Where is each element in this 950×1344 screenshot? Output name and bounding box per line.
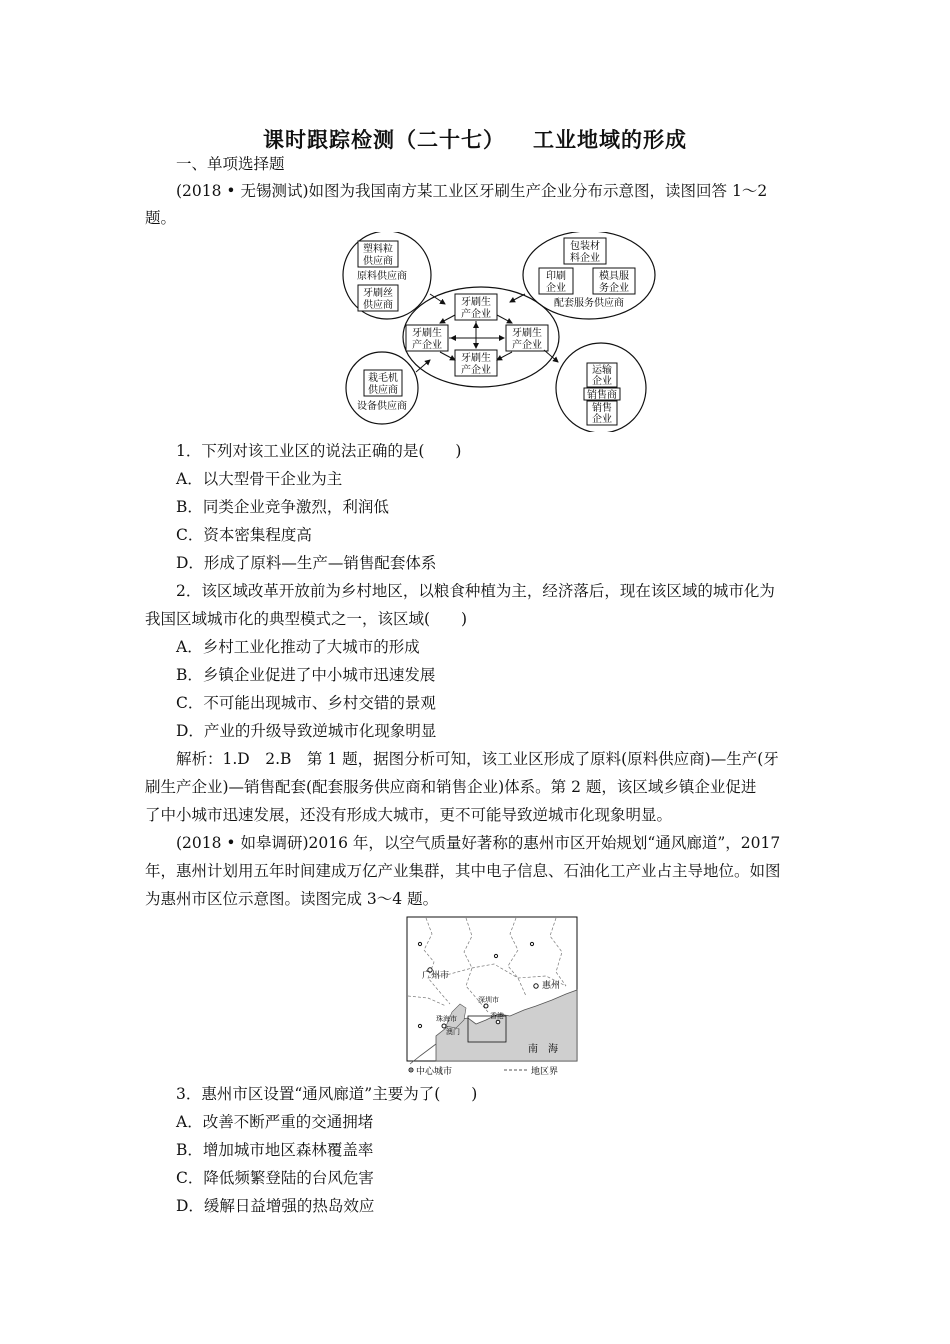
q2-stem-line1: 2．该区域改革开放前为乡村地区，以粮食种植为主，经济落后，现在该区域的城市化为 xyxy=(176,582,775,600)
bristle-supplier-l2: 供应商 xyxy=(363,300,393,311)
svg-text:产企业: 产企业 xyxy=(461,309,491,320)
svg-text:产企业: 产企业 xyxy=(412,340,442,351)
svg-text:销售商: 销售商 xyxy=(587,390,617,401)
service-supplier-label: 配套服务供应商 xyxy=(554,298,624,309)
svg-text:牙刷生: 牙刷生 xyxy=(412,328,442,339)
intro2-line3: 为惠州市区位示意图。读图完成 3～4 题。 xyxy=(145,890,439,908)
legend-city: 中心城市 xyxy=(416,1067,453,1077)
raw-supplier-label: 原料供应商 xyxy=(357,271,407,282)
q1-option-c: C．资本密集程度高 xyxy=(176,526,312,544)
intro1-line2: 题。 xyxy=(145,209,177,227)
svg-text:牙刷生: 牙刷生 xyxy=(461,297,491,308)
q2-option-a: A．乡村工业化推动了大城市的形成 xyxy=(176,638,420,656)
svg-text:企业: 企业 xyxy=(592,414,612,425)
city-huizhou: 惠州 xyxy=(542,981,561,991)
svg-text:模具服: 模具服 xyxy=(599,271,629,282)
svg-text:供应商: 供应商 xyxy=(368,385,398,396)
analysis-line1: 解析：1.D 2.B 第 1 题，据图分析可知，该工业区形成了原料(原料供应商)—生产(牙 xyxy=(176,750,779,768)
svg-text:栽毛机: 栽毛机 xyxy=(368,373,398,384)
page-title: 课时跟踪检测（二十七） 工业地域的形成 xyxy=(263,128,687,152)
q2-option-b: B．乡镇企业促进了中小城市迅速发展 xyxy=(176,666,436,684)
city-shenzhen: 深圳市 xyxy=(478,996,499,1004)
analysis-line2: 刷生产企业)—销售配套(配套服务供应商和销售企业)体系。第 2 题，该区域乡镇企业促进 xyxy=(145,778,757,796)
plastic-supplier-l2: 供应商 xyxy=(363,256,393,267)
svg-text:销售: 销售 xyxy=(592,403,612,414)
equipment-supplier-label: 设备供应商 xyxy=(357,401,407,412)
huizhou-map xyxy=(406,916,578,1080)
svg-text:产企业: 产企业 xyxy=(512,340,542,351)
bristle-supplier-l1: 牙刷丝 xyxy=(363,288,393,299)
city-zhuhai: 珠海市 xyxy=(436,1015,457,1023)
analysis-line3: 了中小城市迅速发展，还没有形成大城市，更不可能导致逆城市化现象明显。 xyxy=(145,806,673,824)
q1-option-d: D．形成了原料—生产—销售配套体系 xyxy=(176,554,437,572)
q1-option-a: A．以大型骨干企业为主 xyxy=(176,470,343,488)
q3-stem: 3．惠州市区设置“通风廊道”主要为了( ) xyxy=(176,1085,478,1103)
toothbrush-diagram xyxy=(330,232,656,432)
service-supplier-group xyxy=(539,238,635,309)
q2-option-c: C．不可能出现城市、乡村交错的景观 xyxy=(176,694,436,712)
q3-option-d: D．缓解日益增强的热岛效应 xyxy=(176,1197,375,1215)
svg-text:料企业: 料企业 xyxy=(570,253,600,264)
city-macau: 澳门 xyxy=(446,1028,460,1036)
city-hongkong: 香港 xyxy=(490,1012,504,1020)
svg-text:牙刷生: 牙刷生 xyxy=(461,353,491,364)
q2-stem-line2: 我国区域城市化的典型模式之一，该区域( ) xyxy=(145,610,468,628)
svg-text:务企业: 务企业 xyxy=(599,283,629,294)
svg-text:企业: 企业 xyxy=(546,283,566,294)
intro2-line1: (2018 • 如皋调研)2016 年，以空气质量好著称的惠州市区开始规划“通风廊道”，2017 xyxy=(176,834,781,852)
raw-supplier-group xyxy=(357,241,407,311)
sea-label: 南 海 xyxy=(528,1044,558,1055)
city-guangzhou: 广州市 xyxy=(422,971,450,981)
q2-option-d: D．产业的升级导致逆城市化现象明显 xyxy=(176,722,437,740)
q1-stem: 1．下列对该工业区的说法正确的是( ) xyxy=(176,442,462,460)
q1-option-b: B．同类企业竞争激烈，利润低 xyxy=(176,498,389,516)
q3-option-a: A．改善不断严重的交通拥堵 xyxy=(176,1113,374,1131)
section-heading: 一、单项选择题 xyxy=(176,155,285,173)
svg-text:印刷: 印刷 xyxy=(546,271,566,282)
intro1-line1: (2018 • 无锡测试)如图为我国南方某工业区牙刷生产企业分布示意图，读图回答 1～2 xyxy=(176,182,768,200)
sales-group xyxy=(584,363,620,425)
q3-option-c: C．降低频繁登陆的台风危害 xyxy=(176,1169,374,1187)
svg-text:产企业: 产企业 xyxy=(461,365,491,376)
svg-text:牙刷生: 牙刷生 xyxy=(512,328,542,339)
svg-text:包装材: 包装材 xyxy=(570,241,600,252)
plastic-supplier-l1: 塑料粒 xyxy=(363,244,393,255)
legend-boundary: 地区界 xyxy=(531,1067,559,1077)
producer-boxes xyxy=(406,294,548,376)
svg-text:运输: 运输 xyxy=(592,365,612,376)
intro2-line2: 年，惠州计划用五年时间建成万亿产业集群，其中电子信息、石油化工产业占主导地位。如图 xyxy=(145,862,781,880)
q3-option-b: B．增加城市地区森林覆盖率 xyxy=(176,1141,374,1159)
equipment-supplier-group xyxy=(357,370,407,412)
svg-text:企业: 企业 xyxy=(592,376,612,387)
